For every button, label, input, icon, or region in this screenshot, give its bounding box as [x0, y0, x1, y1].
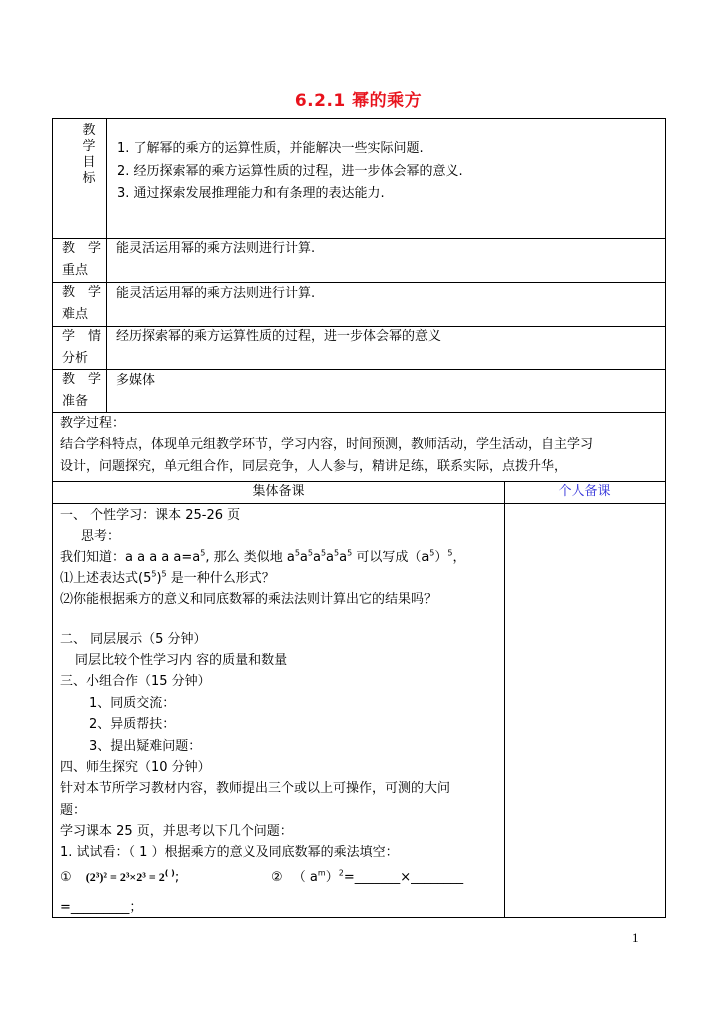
- row-divider: [53, 326, 665, 327]
- question-1: ⑴上述表达式$(5^5)^5$ 是一种什么形式？: [60, 569, 275, 586]
- label-char: 标: [82, 171, 96, 186]
- study-instruction: 学习课本 25 页，并思考以下几个问题：: [60, 824, 293, 839]
- label-char: 教: [82, 123, 96, 138]
- analysis-label-bottom: 分析: [62, 351, 89, 366]
- preparation-label-bottom: 准备: [62, 394, 89, 409]
- difficulty-label-top: 教 学: [62, 285, 102, 300]
- equation-2-blanks: =_______×________: [343, 870, 464, 885]
- think-label: 思考：: [81, 529, 121, 544]
- key-point-content: 能灵活运用幂的乘方法则进行计算.: [116, 241, 316, 256]
- equation-2-close: ）: [325, 870, 339, 885]
- try-instruction: 1. 试试看：（ 1 ）根据乘方的意义及同底数幂的乘法填空：: [60, 845, 399, 860]
- collective-header: 集体备课: [252, 484, 305, 499]
- key-point-label-bottom: 重点: [62, 263, 89, 278]
- equation-2-marker: ②: [271, 870, 283, 885]
- section-3-item: 3、提出疑难问题：: [89, 739, 202, 754]
- row-divider: [53, 282, 665, 283]
- equation-1-end: ;: [174, 870, 180, 885]
- process-line: 结合学科特点，体现单元组教学环节，学习内容，时间预测，教师活动，学生活动，自主学习: [60, 437, 594, 452]
- analysis-content: 经历探索幂的乘方运算性质的过程，进一步体会幂的意义: [116, 329, 442, 344]
- lesson-plan-table: [52, 118, 666, 918]
- section-1-title: 一、 个性学习：课本 25-26 页: [60, 508, 241, 523]
- section-2-body: 同层比较个性学习内 容的质量和数量: [75, 653, 288, 668]
- process-line: 设计，问题探究，单元组合作，同层竞争，人人参与，精讲足练，联系实际，点拨升华，: [60, 459, 568, 474]
- equation-2-exponent: 2: [338, 868, 344, 878]
- column-divider: [504, 481, 505, 918]
- equation-1-marker: ①: [60, 870, 72, 885]
- row-divider: [53, 369, 665, 370]
- row-divider: [53, 481, 665, 482]
- label-char: 学: [82, 139, 96, 154]
- personal-header: 个人备课: [558, 484, 611, 499]
- difficulty-label-bottom: 难点: [62, 307, 89, 322]
- key-point-label-top: 教 学: [62, 241, 102, 256]
- title-text: 幂的乘方: [352, 91, 423, 111]
- section-3-item: 1、同质交流：: [89, 696, 176, 711]
- section-2-title: 二、 同层展示（5 分钟）: [60, 632, 207, 647]
- preparation-label-top: 教 学: [62, 372, 102, 387]
- equation-3: =_________；: [60, 900, 143, 915]
- equation-2-exponent-m: m: [317, 868, 326, 878]
- process-heading: 教学过程：: [60, 416, 126, 431]
- we-know-end: ，: [452, 550, 466, 565]
- label-char: 目: [82, 155, 96, 170]
- title-number: 6.2.1: [294, 91, 346, 111]
- question-1-prefix: ⑴上述表达式(5: [60, 571, 152, 586]
- equation-2-base: （ a: [292, 870, 318, 885]
- document-title: [0, 86, 717, 111]
- superscript: 5: [200, 548, 206, 558]
- section-3-item: 2、异质帮扶：: [89, 717, 176, 732]
- preparation-content: 多媒体: [116, 373, 156, 388]
- objectives-label: [81, 123, 97, 187]
- equation-2: [271, 870, 463, 886]
- equation-1-exponent-blank: ( ): [164, 868, 175, 878]
- section-3-title: 三、小组合作（15 分钟）: [60, 674, 211, 689]
- row-divider: [53, 238, 665, 239]
- equation-1: [60, 870, 179, 886]
- row-divider: [53, 503, 665, 504]
- objective-item: 2. 经历探索幂的乘方运算性质的过程，进一步体会幂的意义.: [117, 164, 463, 179]
- objective-item: 1. 了解幂的乘方的运算性质，并能解决一些实际问题.: [117, 141, 424, 156]
- equation-1-expression: (2³)² = 2³×2³ = 2: [85, 870, 165, 884]
- we-know-line: 我们知道：a a a a $a=a^5$, 那么 类似地 $a^5a^5a^5a^5a^5$ 可以写成$(a^5)^5$，: [60, 548, 466, 565]
- objective-item: 3. 通过探索发展推理能力和有条理的表达能力.: [117, 186, 385, 201]
- column-divider: [106, 119, 107, 412]
- we-know-middle: , 那么 类似地 a: [205, 550, 295, 565]
- section-4-title: 四、师生探究（10 分钟）: [60, 760, 211, 775]
- section-4-body: 题：: [60, 803, 87, 818]
- analysis-label-top: 学 情: [62, 329, 102, 344]
- we-know-tail: 可以写成（a: [356, 550, 430, 565]
- we-know-prefix: 我们知道：a a a a a=a: [60, 550, 201, 565]
- question-2: ⑵你能根据乘方的意义和同底数幂的乘法法则计算出它的结果吗？: [60, 592, 438, 607]
- page-number: 1: [632, 930, 639, 945]
- row-divider: [53, 412, 665, 413]
- section-4-body: 针对本节所学习教材内容，教师提出三个或以上可操作，可测的大问: [60, 781, 451, 796]
- question-1-suffix: 是一种什么形式？: [170, 571, 275, 586]
- difficulty-content: 能灵活运用幂的乘方法则进行计算.: [116, 286, 316, 301]
